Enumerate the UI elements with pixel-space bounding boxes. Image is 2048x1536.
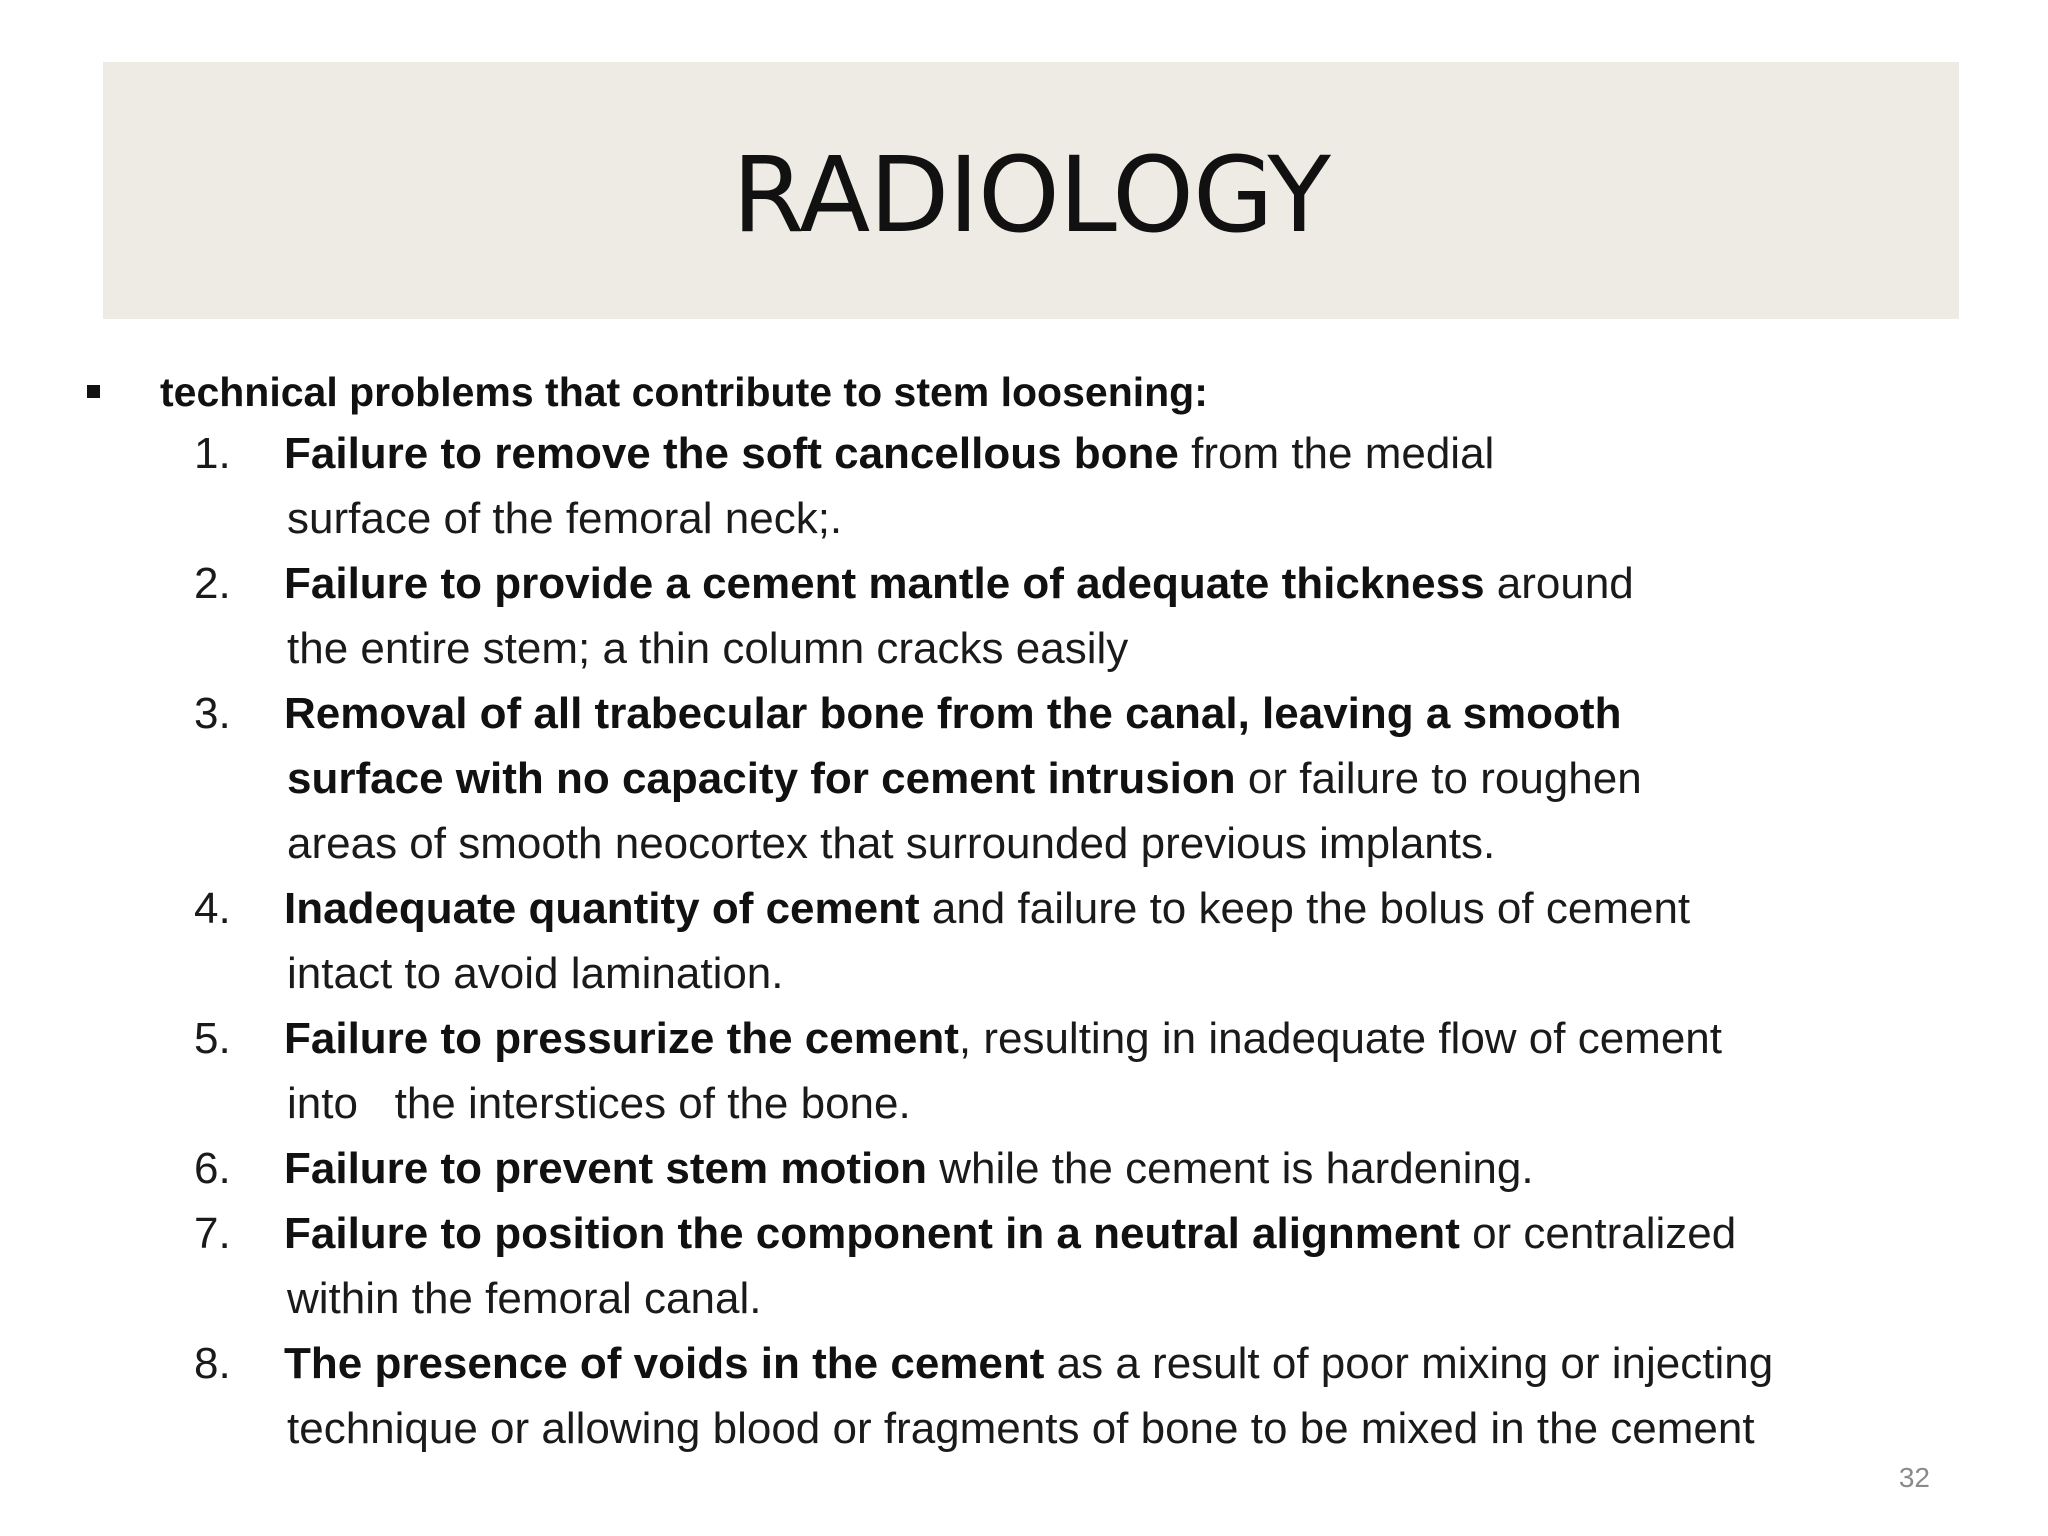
item-line — [284, 1331, 1984, 1396]
item-regular-text: and failure to keep the bolus of cement — [919, 884, 1691, 933]
item-number: 6. — [194, 1144, 231, 1193]
item-line: intact to avoid lamination. — [287, 949, 784, 998]
item-text — [284, 1331, 1984, 1461]
item-bold-text: Failure to pressurize the cement — [284, 1014, 959, 1063]
item-regular-text: as a result of poor mixing or injecting — [1044, 1339, 1774, 1388]
item-line: within the femoral canal. — [287, 1274, 762, 1323]
numbered-list — [84, 421, 1984, 1461]
item-number: 1. — [194, 429, 231, 478]
item-regular-text: from the medial — [1178, 429, 1495, 478]
list-item — [84, 1136, 1984, 1201]
item-line: areas of smooth neocortex that surrounded previous implants. — [287, 819, 1496, 868]
item-text — [284, 681, 1984, 876]
item-number: 5. — [194, 1014, 231, 1063]
item-regular-text: while the cement is hardening. — [926, 1144, 1534, 1193]
item-line — [284, 421, 1984, 486]
item-line — [284, 746, 1984, 811]
item-regular-text: , resulting in inadequate flow of cement — [958, 1014, 1722, 1063]
item-line: into the interstices of the bone. — [287, 1079, 911, 1128]
item-line: technique or allowing blood or fragments of bone to be mixed in the cement — [287, 1404, 1755, 1453]
item-number: 7. — [194, 1209, 231, 1258]
list-item — [84, 1201, 1984, 1331]
item-regular-text: or failure to roughen — [1235, 754, 1642, 803]
title-band — [103, 62, 1959, 319]
item-line: surface of the femoral neck;. — [287, 494, 843, 543]
bullet-item — [84, 363, 1984, 421]
item-line — [284, 876, 1984, 941]
list-item — [84, 1006, 1984, 1136]
item-regular-text: or centralized — [1459, 1209, 1737, 1258]
item-number: 3. — [194, 689, 231, 738]
item-line — [284, 1136, 1984, 1201]
page-number: 32 — [1898, 1462, 1930, 1493]
square-bullet-icon — [87, 385, 100, 398]
item-number: 2. — [194, 559, 231, 608]
item-text — [284, 1006, 1984, 1136]
item-bold-text: Removal of all trabecular bone from the canal, leaving a smooth — [284, 689, 1622, 738]
item-line — [284, 1006, 1984, 1071]
slide-title: RADIOLOGY — [732, 133, 1330, 256]
item-bold-text: Inadequate quantity of cement — [284, 884, 920, 933]
item-text — [284, 421, 1984, 551]
list-item — [84, 876, 1984, 1006]
item-text — [284, 551, 1984, 681]
item-line — [284, 1201, 1984, 1266]
item-bold-text: Failure to remove the soft cancellous bone — [284, 429, 1179, 478]
item-number: 8. — [194, 1339, 231, 1388]
item-regular-text: around — [1484, 559, 1634, 608]
item-line: the entire stem; a thin column cracks easily — [287, 624, 1129, 673]
item-text — [284, 1201, 1984, 1331]
item-bold-text: Failure to position the component in a neutral alignment — [284, 1209, 1460, 1258]
list-item — [84, 421, 1984, 551]
item-bold-text: Failure to prevent stem motion — [284, 1144, 927, 1193]
list-item — [84, 681, 1984, 876]
item-line — [284, 551, 1984, 616]
list-item — [84, 1331, 1984, 1461]
item-bold-text: The presence of voids in the cement — [284, 1339, 1045, 1388]
item-line — [284, 681, 1984, 746]
bullet-text: technical problems that contribute to stem loosening: — [160, 369, 1208, 415]
slide-body — [84, 363, 1984, 1461]
item-text — [284, 876, 1984, 1006]
item-bold-text: surface with no capacity for cement intrusion — [287, 754, 1236, 803]
item-number: 4. — [194, 884, 231, 933]
item-bold-text: Failure to provide a cement mantle of adequate thickness — [284, 559, 1485, 608]
item-text — [284, 1136, 1984, 1201]
list-item — [84, 551, 1984, 681]
